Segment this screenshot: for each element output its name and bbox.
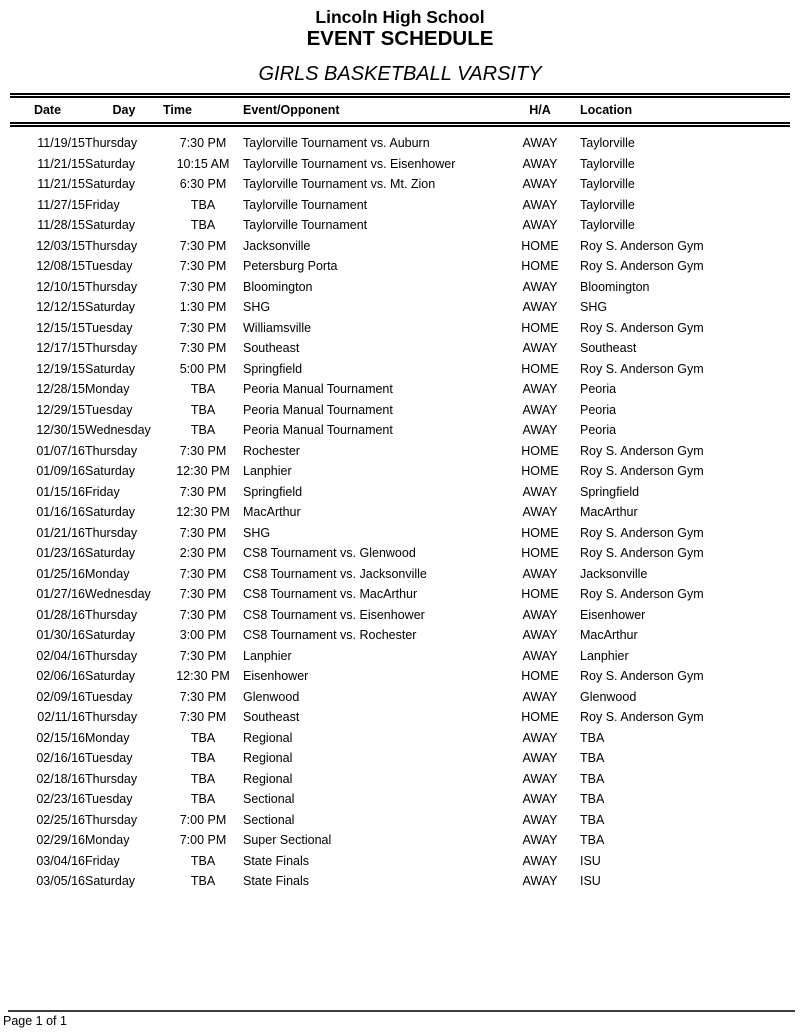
cell-ha: AWAY: [522, 505, 558, 519]
cell-time: 12:30 PM: [176, 464, 230, 478]
cell-event: Taylorville Tournament vs. Auburn: [243, 136, 430, 150]
cell-location: Peoria: [580, 402, 617, 417]
table-row: [10, 543, 790, 564]
cell-date: 01/09/16: [36, 464, 85, 478]
cell-event: Lanphier: [243, 464, 292, 478]
table-row: [10, 379, 790, 400]
cell-day: Thursday: [85, 525, 138, 540]
cell-event: Regional: [243, 730, 293, 745]
cell-day: Saturday: [85, 874, 136, 888]
cell-day: Wednesday: [85, 423, 151, 437]
table-row: [10, 605, 790, 626]
cell-day: Tuesday: [85, 259, 133, 273]
table-row: [10, 277, 790, 298]
cell-ha: AWAY: [522, 628, 558, 642]
cell-ha: AWAY: [522, 197, 558, 212]
cell-location: Taylorville: [580, 177, 635, 191]
cell-event: CS8 Tournament vs. Eisenhower: [243, 607, 425, 622]
cell-event: SHG: [243, 300, 271, 314]
cell-time: 3:00 PM: [179, 628, 227, 642]
cell-ha: AWAY: [522, 300, 558, 314]
cell-date: 03/05/16: [36, 874, 85, 888]
cell-date: 01/21/16: [36, 525, 85, 540]
cell-location: Roy S. Anderson Gym: [580, 669, 704, 683]
cell-time: 1:30 PM: [179, 300, 227, 314]
page-subtitle: GIRLS BASKETBALL VARSITY: [258, 63, 542, 85]
cell-ha: HOME: [521, 238, 559, 253]
cell-day: Thursday: [85, 710, 138, 724]
cell-event: State Finals: [243, 853, 310, 868]
footer-divider: [8, 1010, 795, 1012]
column-header-event: Event/Opponent: [243, 96, 500, 125]
cell-ha: AWAY: [522, 648, 558, 663]
cell-ha: AWAY: [522, 566, 558, 581]
cell-day: Saturday: [85, 300, 136, 314]
cell-time: 2:30 PM: [179, 546, 227, 560]
table-row: [10, 687, 790, 708]
cell-date: 01/27/16: [36, 587, 85, 601]
cell-time: 7:30 PM: [179, 566, 227, 581]
cell-time: TBA: [190, 730, 216, 745]
cell-date: 01/16/16: [36, 505, 85, 519]
cell-ha: AWAY: [522, 279, 558, 294]
cell-ha: AWAY: [522, 402, 558, 417]
table-row: [10, 748, 790, 769]
cell-day: Thursday: [85, 812, 138, 827]
cell-location: Southeast: [580, 341, 637, 355]
cell-event: Southeast: [243, 710, 300, 724]
cell-time: TBA: [190, 792, 216, 806]
table-row: [10, 125, 790, 154]
column-header-location: Location: [580, 96, 790, 125]
cell-date: 12/19/15: [36, 361, 85, 376]
cell-date: 11/28/15: [37, 218, 85, 232]
cell-ha: AWAY: [522, 874, 558, 888]
table-row: [10, 215, 790, 236]
table-row: [10, 195, 790, 216]
cell-time: 7:30 PM: [179, 320, 227, 335]
cell-day: Saturday: [85, 546, 136, 560]
cell-ha: AWAY: [522, 730, 558, 745]
cell-day: Monday: [85, 382, 130, 396]
cell-date: 02/18/16: [36, 771, 85, 786]
cell-event: Petersburg Porta: [243, 259, 338, 273]
cell-day: Thursday: [85, 607, 138, 622]
cell-time: 7:30 PM: [179, 238, 227, 253]
cell-day: Wednesday: [85, 587, 151, 601]
cell-day: Tuesday: [85, 689, 133, 704]
cell-ha: HOME: [521, 546, 559, 560]
table-row: [10, 461, 790, 482]
column-header-time: Time: [163, 96, 243, 125]
cell-event: Sectional: [243, 792, 295, 806]
cell-location: TBA: [580, 730, 605, 745]
cell-date: 01/23/16: [36, 546, 85, 560]
cell-location: Taylorville: [580, 197, 635, 212]
cell-location: Roy S. Anderson Gym: [580, 320, 704, 335]
cell-date: 03/04/16: [36, 853, 85, 868]
cell-date: 02/09/16: [36, 689, 85, 704]
cell-ha: HOME: [521, 587, 559, 601]
cell-event: Regional: [243, 771, 293, 786]
cell-date: 02/29/16: [36, 833, 85, 847]
school-name: Lincoln High School: [315, 7, 485, 27]
cell-date: 12/03/15: [36, 238, 85, 253]
cell-date: 11/27/15: [37, 197, 85, 212]
cell-day: Monday: [85, 566, 130, 581]
cell-day: Friday: [85, 197, 120, 212]
cell-date: 12/08/15: [36, 259, 85, 273]
cell-time: TBA: [190, 197, 216, 212]
cell-event: Rochester: [243, 443, 300, 458]
cell-ha: AWAY: [522, 156, 558, 171]
cell-date: 02/16/16: [36, 751, 85, 765]
cell-time: 10:15 AM: [176, 156, 230, 171]
cell-ha: HOME: [521, 443, 559, 458]
cell-ha: AWAY: [522, 136, 558, 150]
cell-location: Roy S. Anderson Gym: [580, 443, 704, 458]
cell-event: Sectional: [243, 812, 295, 827]
table-row: [10, 851, 790, 872]
cell-time: TBA: [190, 423, 216, 437]
cell-event: SHG: [243, 525, 271, 540]
cell-time: 7:30 PM: [179, 443, 227, 458]
column-header-date: Date: [10, 96, 85, 125]
cell-event: CS8 Tournament vs. Jacksonville: [243, 566, 427, 581]
cell-event: Peoria Manual Tournament: [243, 402, 393, 417]
schedule-table-header: [10, 96, 790, 125]
cell-day: Saturday: [85, 361, 136, 376]
cell-event: Regional: [243, 751, 293, 765]
cell-event: Taylorville Tournament: [243, 218, 368, 232]
cell-time: 7:00 PM: [179, 833, 227, 847]
cell-time: TBA: [190, 402, 216, 417]
cell-date: 12/12/15: [36, 300, 85, 314]
cell-time: 7:30 PM: [179, 279, 227, 294]
cell-day: Monday: [85, 730, 130, 745]
cell-location: Roy S. Anderson Gym: [580, 587, 704, 601]
table-row: [10, 646, 790, 667]
cell-event: State Finals: [243, 874, 310, 888]
cell-ha: AWAY: [522, 382, 558, 396]
cell-ha: HOME: [521, 361, 559, 376]
header-row: [10, 96, 790, 125]
cell-date: 02/25/16: [36, 812, 85, 827]
cell-location: ISU: [580, 874, 601, 888]
cell-date: 01/07/16: [36, 443, 85, 458]
cell-event: Bloomington: [243, 279, 313, 294]
cell-ha: AWAY: [522, 792, 558, 806]
cell-day: Thursday: [85, 648, 138, 663]
cell-time: TBA: [190, 771, 216, 786]
cell-event: Springfield: [243, 484, 303, 499]
cell-ha: AWAY: [522, 689, 558, 704]
cell-date: 12/17/15: [36, 341, 85, 355]
cell-location: Taylorville: [580, 136, 635, 150]
cell-ha: HOME: [521, 525, 559, 540]
cell-time: 7:30 PM: [179, 648, 227, 663]
cell-location: MacArthur: [580, 628, 638, 642]
cell-ha: AWAY: [522, 607, 558, 622]
cell-location: Roy S. Anderson Gym: [580, 259, 704, 273]
cell-event: Southeast: [243, 341, 300, 355]
table-row: [10, 584, 790, 605]
cell-date: 02/15/16: [36, 730, 85, 745]
cell-location: Roy S. Anderson Gym: [580, 238, 704, 253]
schedule-table-container: [10, 93, 790, 892]
cell-day: Saturday: [85, 669, 136, 683]
cell-date: 01/28/16: [36, 607, 85, 622]
cell-event: Williamsville: [243, 320, 312, 335]
cell-time: TBA: [190, 874, 216, 888]
cell-day: Thursday: [85, 443, 138, 458]
cell-date: 01/25/16: [36, 566, 85, 581]
cell-event: Taylorville Tournament vs. Mt. Zion: [243, 177, 436, 191]
cell-location: TBA: [580, 771, 605, 786]
cell-time: 7:00 PM: [179, 812, 227, 827]
cell-ha: AWAY: [522, 423, 558, 437]
cell-time: 6:30 PM: [179, 177, 227, 191]
cell-location: MacArthur: [580, 505, 638, 519]
cell-ha: HOME: [521, 464, 559, 478]
cell-date: 02/04/16: [36, 648, 85, 663]
cell-day: Tuesday: [85, 751, 133, 765]
cell-day: Saturday: [85, 505, 136, 519]
cell-time: TBA: [190, 218, 216, 232]
cell-day: Friday: [85, 484, 120, 499]
cell-day: Thursday: [85, 136, 138, 150]
table-row: [10, 871, 790, 892]
cell-date: 02/06/16: [36, 669, 85, 683]
cell-event: CS8 Tournament vs. MacArthur: [243, 587, 418, 601]
cell-ha: AWAY: [522, 341, 558, 355]
table-row: [10, 707, 790, 728]
cell-time: 7:30 PM: [179, 484, 227, 499]
cell-day: Saturday: [85, 177, 136, 191]
cell-time: 12:30 PM: [176, 669, 230, 683]
cell-day: Tuesday: [85, 320, 133, 335]
cell-event: Glenwood: [243, 689, 300, 704]
cell-location: TBA: [580, 833, 605, 847]
cell-location: Roy S. Anderson Gym: [580, 546, 704, 560]
cell-time: 7:30 PM: [179, 341, 227, 355]
cell-ha: AWAY: [522, 218, 558, 232]
cell-event: Taylorville Tournament: [243, 197, 368, 212]
page-number: Page 1 of 1: [3, 1014, 67, 1028]
cell-time: 7:30 PM: [179, 525, 227, 540]
cell-ha: HOME: [521, 669, 559, 683]
cell-day: Saturday: [85, 156, 136, 171]
page-title: EVENT SCHEDULE: [306, 27, 494, 50]
table-row: [10, 830, 790, 851]
schedule-table-body: [10, 125, 790, 892]
cell-location: SHG: [580, 300, 608, 314]
table-row: [10, 236, 790, 257]
cell-ha: HOME: [521, 710, 559, 724]
cell-time: 7:30 PM: [179, 136, 227, 150]
cell-day: Tuesday: [85, 792, 133, 806]
table-row: [10, 154, 790, 175]
table-row: [10, 400, 790, 421]
table-row: [10, 666, 790, 687]
table-row: [10, 297, 790, 318]
cell-event: MacArthur: [243, 505, 301, 519]
cell-time: 12:30 PM: [176, 505, 230, 519]
cell-location: Springfield: [580, 484, 640, 499]
cell-date: 02/11/16: [37, 710, 85, 724]
table-row: [10, 338, 790, 359]
cell-date: 12/28/15: [36, 382, 85, 396]
cell-ha: AWAY: [522, 771, 558, 786]
cell-event: Eisenhower: [243, 669, 309, 683]
cell-location: TBA: [580, 751, 605, 765]
cell-date: 12/10/15: [36, 279, 85, 294]
cell-event: Taylorville Tournament vs. Eisenhower: [243, 156, 456, 171]
table-row: [10, 769, 790, 790]
table-row: [10, 789, 790, 810]
cell-date: 11/21/15: [37, 177, 85, 191]
cell-location: TBA: [580, 812, 605, 827]
cell-location: Roy S. Anderson Gym: [580, 361, 704, 376]
table-row: [10, 810, 790, 831]
cell-date: 11/19/15: [37, 136, 85, 150]
cell-location: Roy S. Anderson Gym: [580, 710, 704, 724]
cell-event: Jacksonville: [243, 238, 311, 253]
table-row: [10, 256, 790, 277]
cell-day: Thursday: [85, 279, 138, 294]
cell-event: Peoria Manual Tournament: [243, 423, 393, 437]
cell-date: 12/30/15: [36, 423, 85, 437]
cell-day: Saturday: [85, 628, 136, 642]
cell-location: Roy S. Anderson Gym: [580, 464, 704, 478]
cell-event: Springfield: [243, 361, 303, 376]
cell-time: 7:30 PM: [179, 689, 227, 704]
cell-event: Super Sectional: [243, 833, 332, 847]
cell-ha: HOME: [521, 259, 559, 273]
cell-day: Monday: [85, 833, 130, 847]
cell-ha: AWAY: [522, 484, 558, 499]
cell-date: 02/23/16: [36, 792, 85, 806]
table-row: [10, 728, 790, 749]
cell-location: Jacksonville: [580, 566, 648, 581]
schedule-table: [10, 93, 790, 892]
cell-date: 01/30/16: [36, 628, 85, 642]
cell-day: Thursday: [85, 771, 138, 786]
cell-day: Friday: [85, 853, 120, 868]
cell-location: Lanphier: [580, 648, 629, 663]
cell-location: TBA: [580, 792, 605, 806]
cell-day: Thursday: [85, 238, 138, 253]
table-row: [10, 420, 790, 441]
cell-location: Eisenhower: [580, 607, 646, 622]
column-header-day: Day: [85, 96, 163, 125]
cell-ha: AWAY: [522, 812, 558, 827]
table-row: [10, 318, 790, 339]
table-row: [10, 625, 790, 646]
cell-day: Tuesday: [85, 402, 133, 417]
cell-day: Saturday: [85, 464, 136, 478]
cell-location: Roy S. Anderson Gym: [580, 525, 704, 540]
cell-time: 7:30 PM: [179, 710, 227, 724]
table-row: [10, 359, 790, 380]
cell-ha: HOME: [521, 320, 559, 335]
cell-location: Peoria: [580, 423, 617, 437]
cell-location: Taylorville: [580, 156, 635, 171]
title-block: [0, 0, 800, 84]
cell-event: CS8 Tournament vs. Glenwood: [243, 546, 416, 560]
cell-day: Thursday: [85, 341, 138, 355]
cell-location: Glenwood: [580, 689, 637, 704]
cell-location: Taylorville: [580, 218, 635, 232]
cell-location: Peoria: [580, 382, 617, 396]
table-row: [10, 174, 790, 195]
cell-time: TBA: [190, 751, 216, 765]
cell-time: 7:30 PM: [179, 259, 227, 273]
table-row: [10, 482, 790, 503]
cell-location: ISU: [580, 853, 601, 868]
cell-date: 11/21/15: [37, 156, 85, 171]
cell-day: Saturday: [85, 218, 136, 232]
cell-event: Lanphier: [243, 648, 292, 663]
cell-date: 12/15/15: [36, 320, 85, 335]
cell-date: 12/29/15: [36, 402, 85, 417]
cell-event: Peoria Manual Tournament: [243, 382, 393, 396]
cell-location: Bloomington: [580, 279, 650, 294]
cell-ha: AWAY: [522, 751, 558, 765]
cell-ha: AWAY: [522, 177, 558, 191]
cell-time: TBA: [190, 853, 216, 868]
table-row: [10, 502, 790, 523]
cell-time: 7:30 PM: [179, 607, 227, 622]
table-row: [10, 523, 790, 544]
cell-ha: AWAY: [522, 853, 558, 868]
cell-time: TBA: [190, 382, 216, 396]
cell-event: CS8 Tournament vs. Rochester: [243, 628, 417, 642]
cell-date: 01/15/16: [36, 484, 85, 499]
table-row: [10, 564, 790, 585]
table-row: [10, 441, 790, 462]
column-header-ha: H/A: [500, 96, 580, 125]
cell-time: 7:30 PM: [179, 587, 227, 601]
cell-ha: AWAY: [522, 833, 558, 847]
cell-time: 5:00 PM: [179, 361, 227, 376]
